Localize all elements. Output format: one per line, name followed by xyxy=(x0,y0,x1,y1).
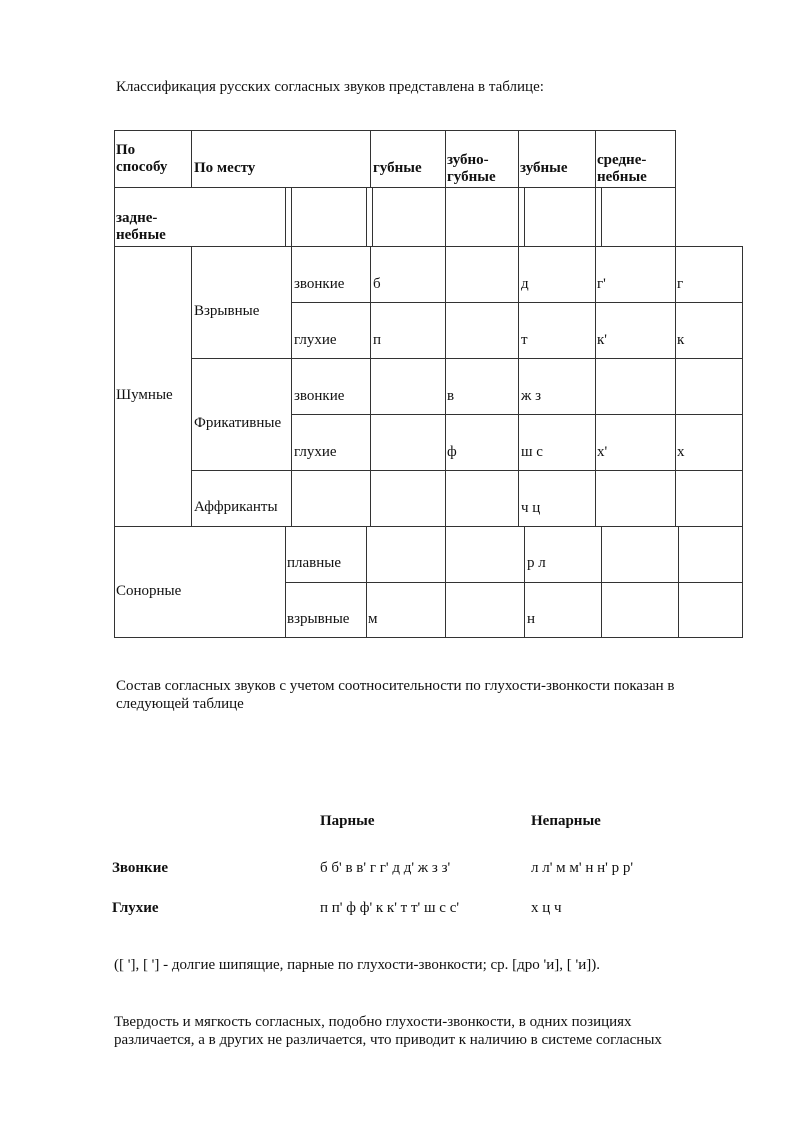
paragraph-hardness: Твердость и мягкость согласных, подобно глухости-звонкости, в одних позициях различается, а в других не различается, что приводит к наличию в системе согласных xyxy=(114,1014,662,1048)
subgroup-plosive: Взрывные xyxy=(194,303,260,319)
cell: б xyxy=(373,276,381,292)
cell: т xyxy=(521,332,528,348)
cell: р л xyxy=(527,555,546,571)
column-header-paired: Парные xyxy=(320,813,375,829)
cell: м xyxy=(368,611,378,627)
cell: х' xyxy=(597,444,608,460)
header-dental: зубные xyxy=(520,160,568,176)
header-mediopalatal: средне- небные xyxy=(597,152,647,185)
header-velar: задне- небные xyxy=(116,210,166,243)
row-label-liquid: плавные xyxy=(287,555,342,571)
row-label-voiceless: глухие xyxy=(294,332,337,348)
row-label-plosive: взрывные xyxy=(287,611,350,627)
cell: г' xyxy=(597,276,606,292)
row-label-voiced: Звонкие xyxy=(112,860,169,876)
cell: х xyxy=(677,444,685,460)
cell: п xyxy=(373,332,382,348)
row-label-voiced: звонкие xyxy=(294,276,345,292)
cell: в xyxy=(447,388,455,404)
paragraph-voicing-intro: Состав согласных звуков с учетом соотносительности по глухости-звонкости показан в следующей таблице xyxy=(116,678,675,712)
cell: ф xyxy=(447,444,457,460)
header-labial: губные xyxy=(373,160,422,176)
cell: л л' м м' н н' р р' xyxy=(531,860,634,876)
cell: б б' в в' г г' д д' ж з з' xyxy=(320,860,451,876)
header-labiodental: зубно- губные xyxy=(447,152,496,185)
cell: н xyxy=(527,611,536,627)
intro-text: Классификация русских согласных звуков представлена в таблице: xyxy=(116,79,544,95)
cell: к xyxy=(677,332,685,348)
cell: п п' ф ф' к к' т т' ш с с' xyxy=(320,900,460,916)
cell: к' xyxy=(597,332,607,348)
cell: д xyxy=(521,276,529,292)
cell: г xyxy=(677,276,684,292)
column-header-unpaired: Непарные xyxy=(531,813,601,829)
row-label-voiceless: глухие xyxy=(294,444,337,460)
group-noisy: Шумные xyxy=(116,387,173,403)
header-by-method: По способу xyxy=(116,142,168,175)
cell: ш с xyxy=(521,444,543,460)
group-sonorant: Сонорные xyxy=(116,583,182,599)
row-label-voiceless: Глухие xyxy=(112,900,159,916)
cell: ж з xyxy=(521,388,542,404)
note-text: ([ '], [ '] - долгие шипящие, парные по глухости-звонкости; ср. [дро 'и], [ 'и]). xyxy=(114,957,600,973)
cell: ч ц xyxy=(521,500,541,516)
header-by-place: По месту xyxy=(194,160,256,176)
cell: х ц ч xyxy=(531,900,562,916)
subgroup-affricate: Аффриканты xyxy=(194,499,278,515)
row-label-voiced: звонкие xyxy=(294,388,345,404)
subgroup-fricative: Фрикативные xyxy=(194,415,282,431)
